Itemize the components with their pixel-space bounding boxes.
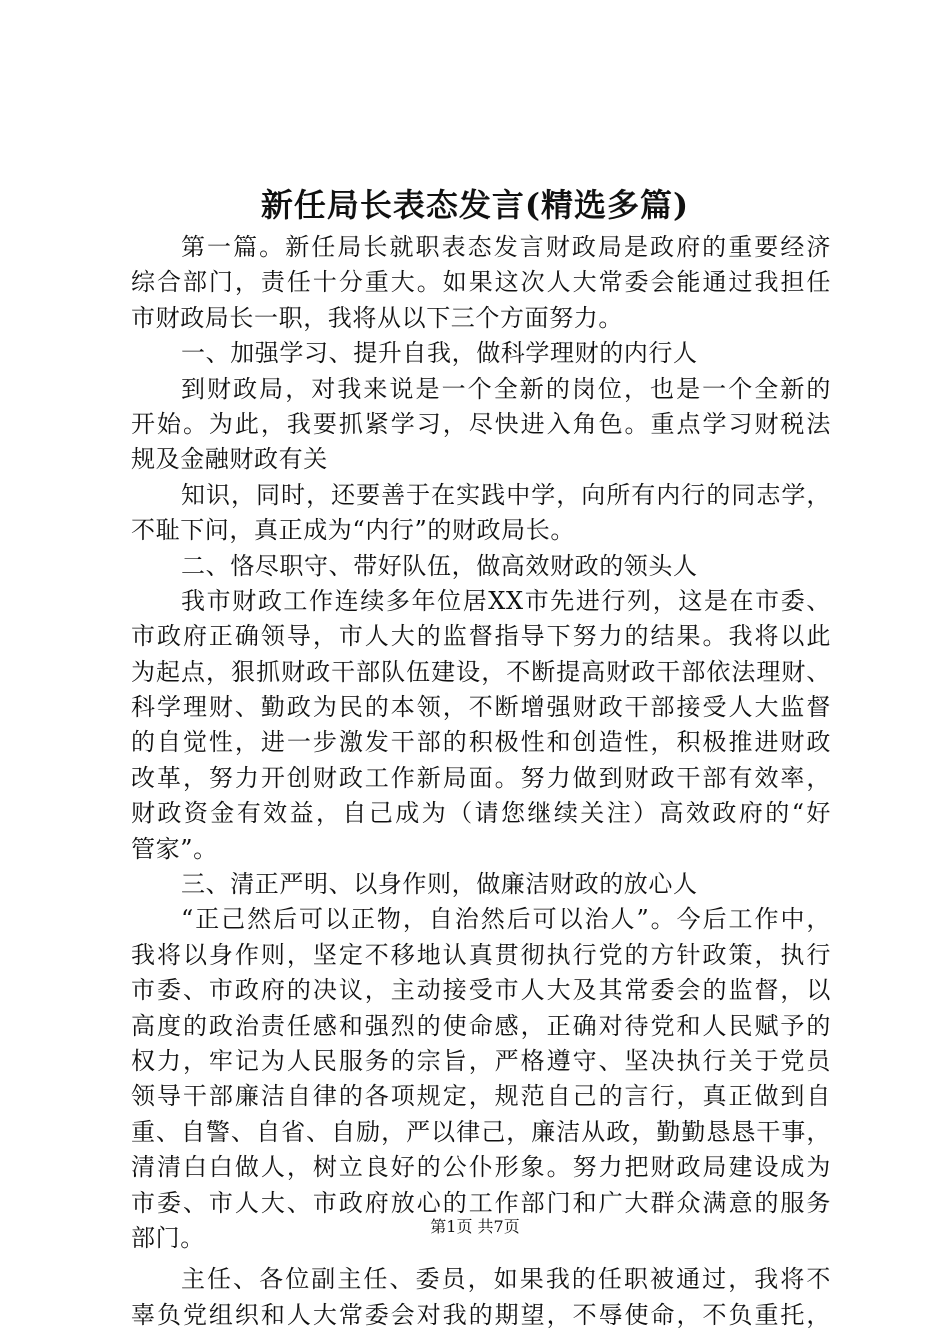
- paragraph-line: 财政资金有效益，自己成为（请您继续关注）高效政府的“好: [131, 799, 831, 828]
- document-title: 新任局长表态发言(精选多篇): [260, 186, 690, 224]
- page-footer: 第1页 共7页: [430, 1217, 520, 1236]
- section-heading: 一、加强学习、提升自我，做科学理财的内行人: [181, 339, 698, 368]
- document-body: [131, 230, 831, 1333]
- paragraph-line: 第一篇。新任局长就职表态发言财政局是政府的重要经济: [181, 233, 831, 261]
- paragraph-line: 权力，牢记为人民服务的宗旨，严格遵守、坚决执行关于党员: [131, 1046, 831, 1075]
- paragraph-line: 市财政局长一职，我将从以下三个方面努力。: [131, 303, 623, 332]
- paragraph-line: 为起点，狠抓财政干部队伍建设，不断提高财政干部依法理财、: [131, 657, 831, 686]
- paragraph-line: 重、自警、自省、自励，严以律己，廉洁从政，勤勤恳恳干事，: [131, 1117, 831, 1146]
- paragraph-line: 综合部门，责任十分重大。如果这次人大常委会能通过我担任: [131, 268, 831, 297]
- section-heading: 二、恪尽职守、带好队伍，做高效财政的领头人: [181, 551, 698, 580]
- paragraph-line: 部门。: [131, 1223, 205, 1252]
- paragraph-line: 到财政局，对我来说是一个全新的岗位，也是一个全新的: [181, 374, 831, 403]
- paragraph-line: 开始。为此，我要抓紧学习，尽快进入角色。重点学习财税法: [131, 409, 831, 438]
- paragraph-line: 科学理财、勤政为民的本领，不断增强财政干部接受人大监督: [131, 693, 831, 722]
- paragraph-line: 市委、市人大、市政府放心的工作部门和广大群众满意的服务: [131, 1188, 831, 1217]
- paragraph-line: 管家”。: [131, 834, 218, 863]
- paragraph-line: 规及金融财政有关: [131, 445, 328, 474]
- paragraph-line: 改革，努力开创财政工作新局面。努力做到财政干部有效率，: [131, 763, 831, 792]
- paragraph-line: 我将以身作则，坚定不移地认真贯彻执行党的方针政策，执行: [131, 940, 831, 969]
- paragraph-line: “正己然后可以正物，自治然后可以治人”。今后工作中，: [181, 905, 831, 934]
- paragraph-line: 清清白白做人，树立良好的公仆形象。努力把财政局建设成为: [131, 1153, 831, 1182]
- paragraph-line: 高度的政治责任感和强烈的使命感，正确对待党和人民赋予的: [131, 1011, 831, 1040]
- paragraph-line: 的自觉性，进一步激发干部的积极性和创造性，积极推进财政: [131, 728, 831, 757]
- paragraph-line: 领导干部廉洁自律的各项规定，规范自己的言行，真正做到自: [131, 1082, 831, 1111]
- paragraph-line: 知识，同时，还要善于在实践中学，向所有内行的同志学，: [181, 480, 831, 509]
- paragraph-line: 主任、各位副主任、委员，如果我的任职被通过，我将不: [181, 1265, 831, 1294]
- paragraph-line: 市政府正确领导，市人大的监督指导下努力的结果。我将以此: [131, 622, 831, 651]
- paragraph-line: 市委、市政府的决议，主动接受市人大及其常委会的监督，以: [131, 976, 831, 1005]
- paragraph-line: 我市财政工作连续多年位居XX市先进行列，这是在市委、: [181, 586, 831, 615]
- paragraph-line: 不耻下问，真正成为“内行”的财政局长。: [131, 516, 575, 545]
- section-heading: 三、清正严明、以身作则，做廉洁财政的放心人: [181, 870, 698, 899]
- paragraph-line: 辜负党组织和人大常委会对我的期望，不辱使命，不负重托，: [131, 1300, 831, 1329]
